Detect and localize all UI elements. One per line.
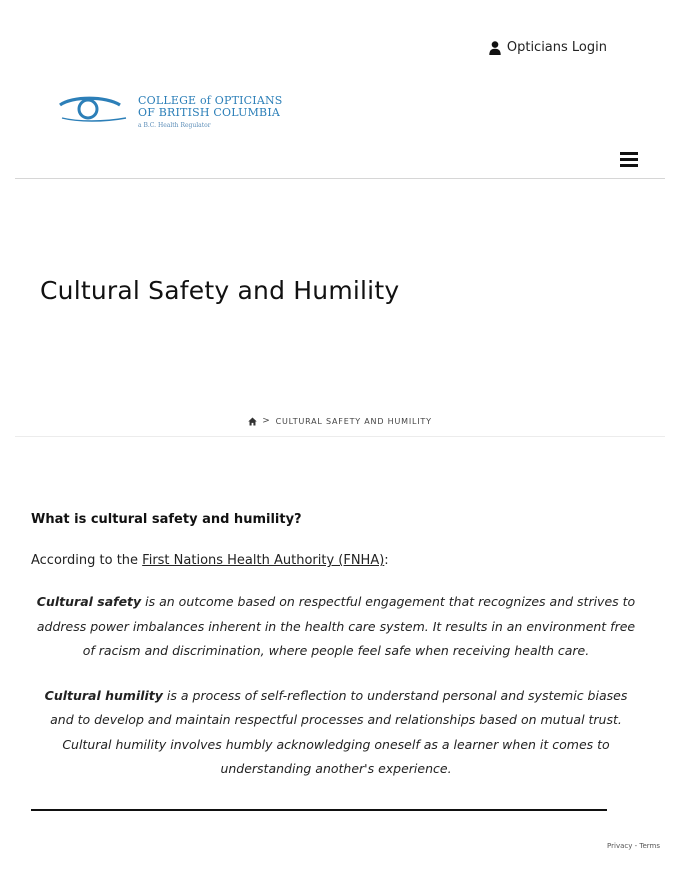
- cultural-safety-term: Cultural safety: [36, 594, 142, 609]
- content-divider: [31, 809, 607, 811]
- terms-link[interactable]: Terms: [639, 842, 660, 850]
- breadcrumb-divider: [15, 436, 665, 437]
- hamburger-icon-bar: [620, 152, 638, 155]
- user-icon: [489, 41, 501, 55]
- cultural-humility-text: is a process of self-reflection to understand personal and systemic biases and to develop and maintain respectful processes and relationships based on mutual trust. Cultural humility involves humbly acknowledging oneself as a learner when it comes to understanding another's experience.: [50, 687, 628, 776]
- privacy-link[interactable]: Privacy: [607, 842, 633, 850]
- breadcrumb: [0, 416, 680, 426]
- login-label: Opticians Login: [506, 40, 607, 55]
- recaptcha-footer-links: [607, 842, 660, 850]
- intro-prefix: According to the: [31, 553, 143, 568]
- opticians-login-link[interactable]: [489, 40, 607, 55]
- page-title: Cultural Safety and Humility: [40, 276, 400, 305]
- cultural-safety-definition: [31, 590, 641, 664]
- cultural-safety-text: is an outcome based on respectful engagement that recognizes and strives to address power imbalances inherent in the health care system. It results in an environment free of racism and discrimination, where people feel safe when receiving health care.: [36, 594, 636, 658]
- hamburger-icon-bar: [620, 164, 638, 167]
- cultural-humility-definition: [31, 684, 641, 782]
- logo-line-1: COLLEGE of OPTICIANS: [138, 94, 283, 107]
- fnha-link[interactable]: First Nations Health Authority (FNHA): [142, 553, 385, 568]
- section-heading: What is cultural safety and humility?: [31, 512, 302, 527]
- logo-wordmark: [138, 95, 283, 132]
- hamburger-icon-bar: [620, 158, 638, 161]
- eye-logo-icon: [58, 95, 130, 125]
- footer-dash: -: [632, 842, 640, 850]
- home-icon[interactable]: [248, 417, 257, 426]
- cultural-humility-term: Cultural humility: [44, 687, 163, 703]
- main-content: [31, 512, 641, 782]
- hamburger-menu-button[interactable]: [620, 152, 638, 170]
- breadcrumb-current: CULTURAL SAFETY AND HUMILITY: [275, 416, 432, 426]
- breadcrumb-separator: >: [262, 416, 271, 426]
- intro-suffix: :: [384, 553, 389, 568]
- site-logo[interactable]: [58, 95, 283, 132]
- logo-line-2: OF BRITISH COLUMBIA: [138, 106, 281, 119]
- intro-paragraph: [31, 553, 641, 568]
- logo-tagline: a B.C. Health Regulator: [138, 122, 211, 129]
- header-divider: [15, 178, 665, 179]
